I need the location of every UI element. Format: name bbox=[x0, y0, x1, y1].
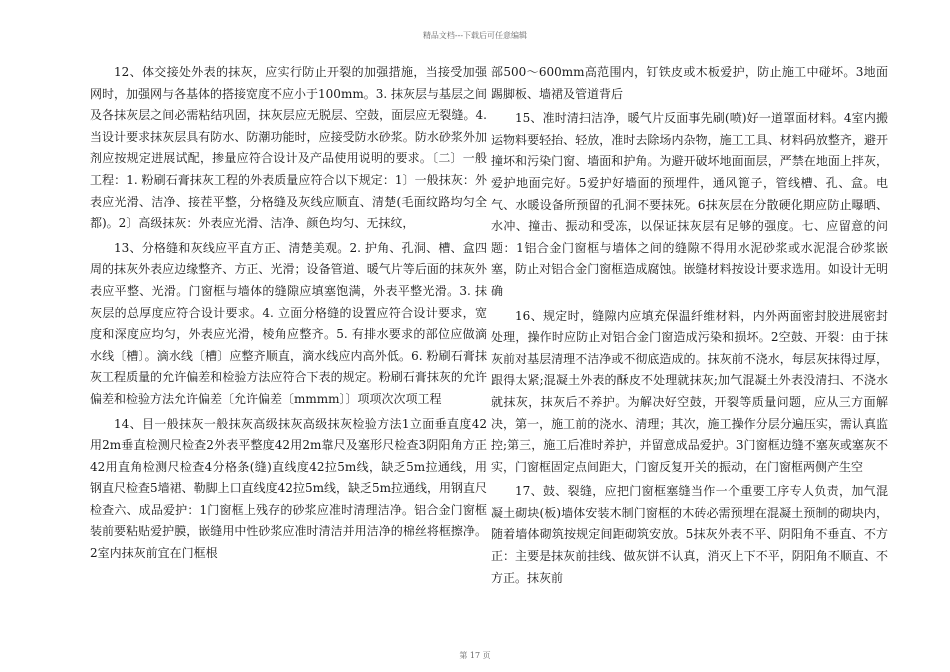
paragraph-13: 13、分格缝和灰线应平直方正、清楚美观。2. 护角、孔洞、槽、盒四周的抹灰外表应边缘整齐、方正、光滑；设备管道、暖气片等后面的抹灰外表应平整、光滑。门窗框与墙体的缝隙应填塞饱满，外表平整光滑。3. 抹灰层的总厚度应符合设计要求。4. 立面分格缝的设置应符合设计要求，宽度和深度应均匀，外表应光滑，棱角应整齐。5. 有排水要求的部位应做滴水线〔槽〕。滴水线〔槽〕应整齐顺直，滴水线应内高外低。6. 粉刷石膏抹灰工程质量的允许偏差和检验方法应符合下表的规定。粉刷石膏抹灰的允许偏差和检验方法允许偏差〔允许偏差〔mmmm〕〕项项次次项工程 bbox=[90, 240, 487, 406]
paragraph-15: 15、准时清扫洁净，暖气片反面事先刷(喷)好一道罩面材料。4室内搬运物料要轻抬、轻放，准时去除场内杂物，施工工具、材料码放整齐，避开撞坏和污染门窗、墙面和护角。为避开破坏地面面层，严禁在地面上拌灰，爱护地面完好。5爱护好墙面的预埋件，通风篦子，管线槽、孔、盒。电气、水暖设备所预留的孔洞不要抹死。6抹灰层在分散硬化期应防止曝晒、水冲、撞击、振动和受冻，以保证抹灰层有足够的强度。七、应留意的问题：1铝合金门窗框与墙体之间的缝隙不得用水泥砂浆或水泥混合砂浆嵌塞，防止对铝合金门窗框造成腐蚀。嵌缝材料按设计要求选用。如设计无明确 bbox=[491, 111, 888, 298]
paragraph-12: 12、体交接处外表的抹灰，应实行防止开裂的加强措施，当接受加强网时，加强网与各基体的搭接宽度不应小于100mm。3. 抹灰层与基层之间及各抹灰层之间必需粘结巩固，抹灰层应无脱层、空鼓，面层应无裂缝。4. 当设计要求抹灰层具有防水、防潮功能时，应接受防水砂浆。防水砂浆外加剂应按规定进展试配，掺量应符合设计及产品使用说明的要求。〔二〕一般工程：1. 粉刷石膏抹灰工程的外表质量应符合以下规定：1〕一般抹灰：外表应光滑、洁净、接茬平整，分格缝及灰线应顺直、清楚(毛面纹路均匀全都)。2〕高级抹灰：外表应光滑、洁净、颜色均匀、无抹纹， bbox=[90, 65, 487, 231]
right-column bbox=[491, 62, 888, 592]
page-header: 精品文档---下载后可任意编辑 bbox=[422, 31, 528, 40]
paragraph-14-continued: 部500～600mm高范围内，钉铁皮或木板爱护，防止施工中碰坏。3地面踢脚板、墙裙及管道背后 bbox=[491, 65, 888, 101]
paragraph-17: 17、鼓、裂缝，应把门窗框塞缝当作一个重要工序专人负责，加气混凝土砌块(板)墙体安装木制门窗框的木砖必需预埋在混凝土预制的砌块内，随着墙体砌筑按规定间距砌筑安放。5抹灰外表不平、阴阳角不垂直、不方正：主要是抹灰前挂线、做灰饼不认真，消灭上下不平，阴阳角不顺直、不方正。抹灰前 bbox=[491, 484, 888, 585]
page-number: 第 17 页 bbox=[459, 651, 491, 660]
paragraph-14: 14、目一般抹灰一般抹灰高级抹灰高级抹灰检验方法1立面垂直度42用2m垂直检测尺检查2外表平整度42用2m靠尺及塞形尺检查3阴阳角方正42用直角检测尺检查4分格条(缝)直线度42拉5m线，缺乏5m拉通线，用钢直尺检查5墙裙、勒脚上口直线度42拉5m线，缺乏5m拉通线，用钢直尺检查六、成品爱护：1门窗框上残存的砂浆应准时清理洁净。铝合金门窗框装前要粘贴爱护膜，嵌缝用中性砂浆应准时清洁并用洁净的棉丝将框擦净。2室内抹灰前宜在门框根 bbox=[90, 416, 487, 561]
left-column bbox=[90, 62, 487, 568]
paragraph-16: 16、规定时，缝隙内应填充保温纤维材料，内外两面密封胶进展密封处理，操作时应防止对铝合金门窗造成污染和损坏。2空鼓、开裂：由于抹灰前对基层清理不洁净或不彻底造成的。抹灰前不浇水，每层灰抹得过厚，跟得太紧;混凝土外表的酥皮不处理就抹灰;加气混凝土外表没清扫、不浇水就抹灰，抹灰后不养护。为解决好空鼓，开裂等质量问题，应从三方面解决，第一，施工前的浇水、清理；其次，施工操作分层分遍压实，需认真监控;第三，施工后准时养护，并留意成品爱护。3门窗框边缝不塞灰或塞灰不实，门窗框固定点间距大，门窗反复开关的振动，在门窗框两侧产生空 bbox=[491, 308, 888, 474]
